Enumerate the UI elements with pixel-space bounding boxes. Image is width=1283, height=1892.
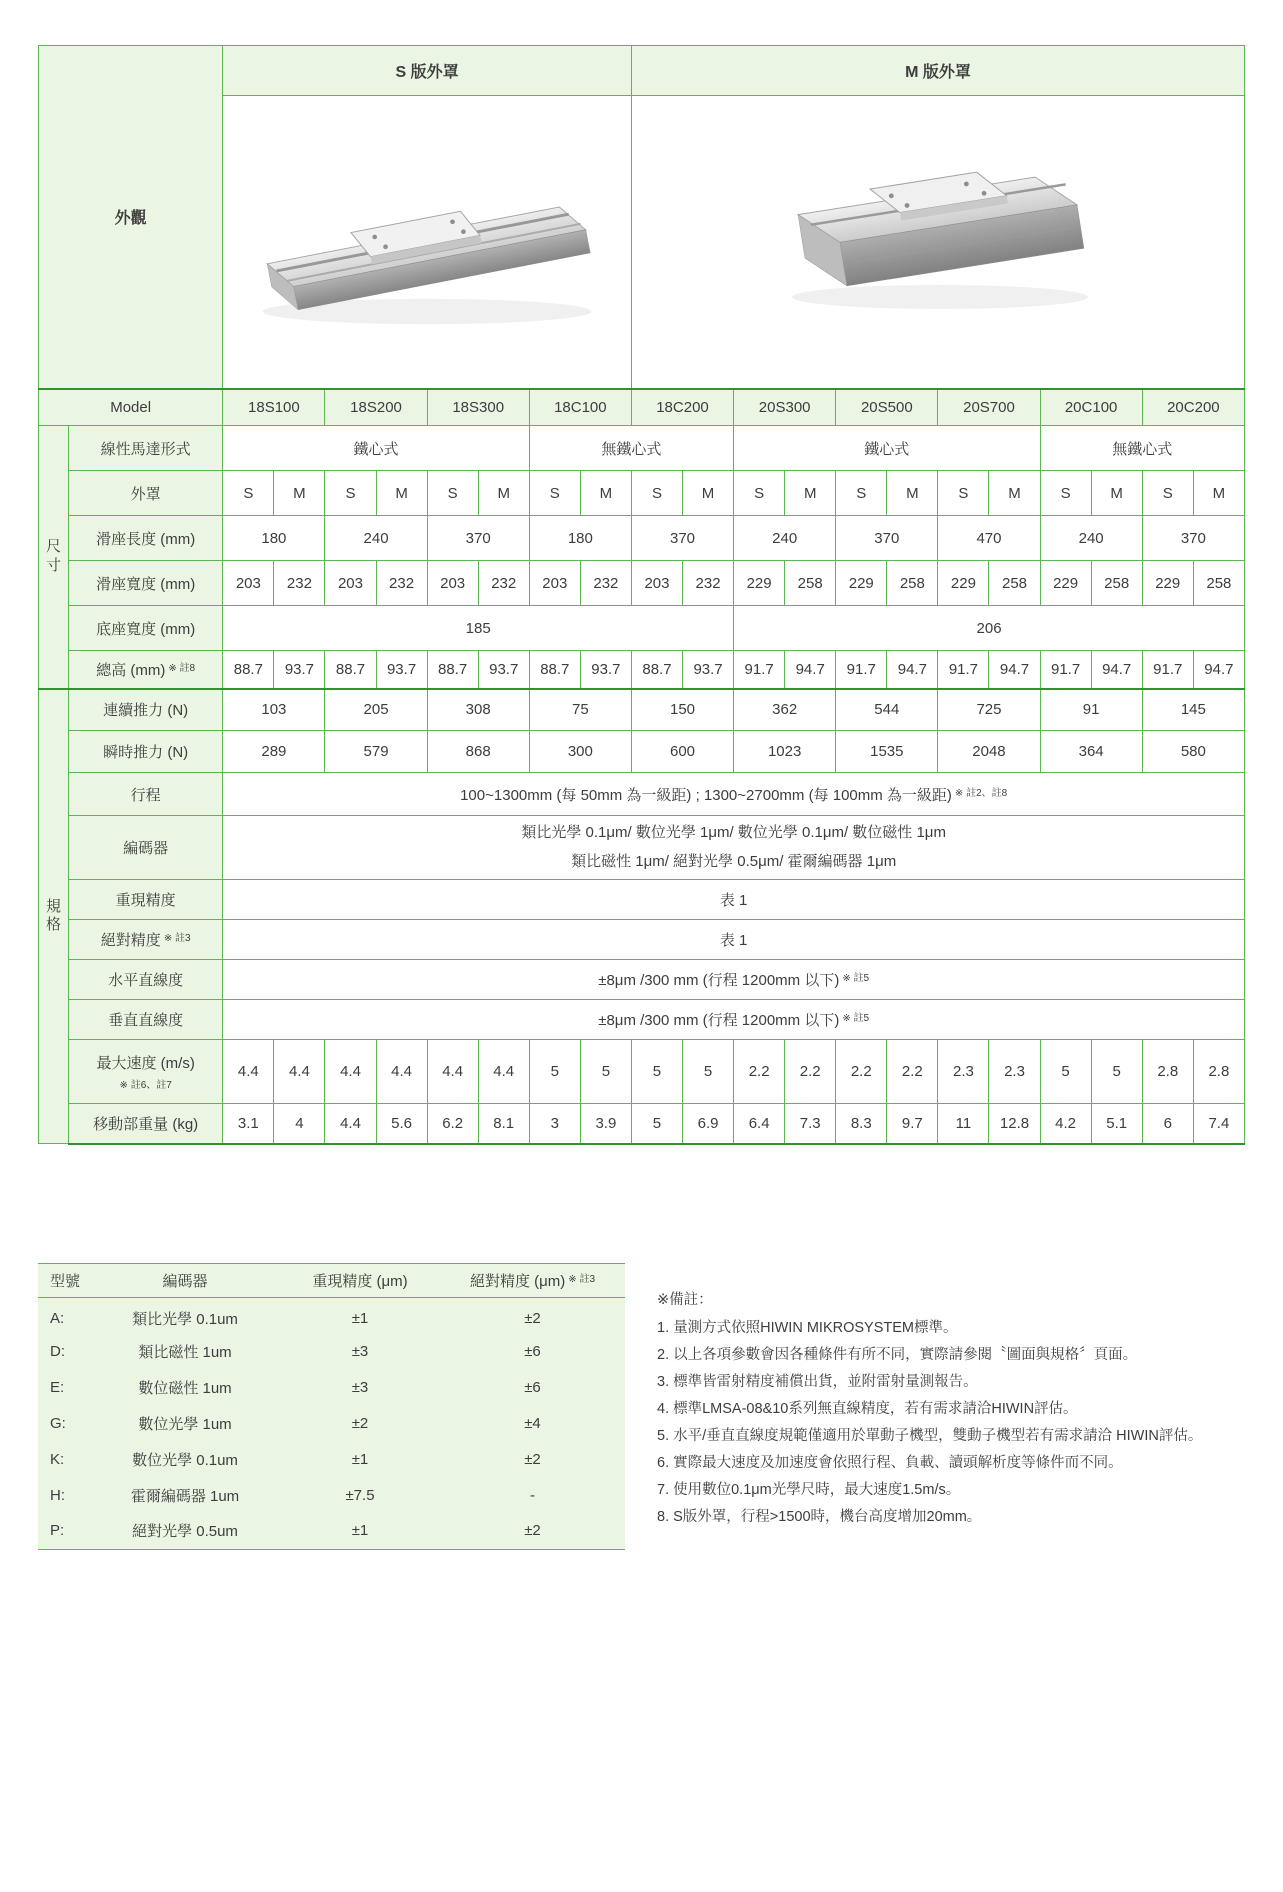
max-speed-value: 2.2 (785, 1040, 836, 1104)
motor-type-value: 無鐵心式 (1040, 426, 1244, 471)
slider-width-value: 232 (580, 561, 631, 606)
row-stroke (39, 773, 1245, 816)
slider-width-value: 203 (631, 561, 682, 606)
slider-width-value: 203 (223, 561, 274, 606)
moving-weight-label: 移動部重量 (kg) (69, 1104, 223, 1144)
base-width-value: 206 (734, 606, 1245, 651)
peak-force-value: 1023 (734, 731, 836, 773)
row-moving-weight (39, 1104, 1245, 1144)
notes-block (657, 1287, 1245, 1531)
slider-width-value: 258 (1091, 561, 1142, 606)
peak-force-value: 1535 (836, 731, 938, 773)
base-width-value: 185 (223, 606, 734, 651)
encoder-value: 類比光學 0.1μm/ 數位光學 1μm/ 數位光學 0.1μm/ 數位磁性 1μm 類比磁性 1μm/ 絕對光學 0.5μm/ 霍爾編碼器 1μm (223, 816, 1245, 880)
slider-width-value: 229 (1142, 561, 1193, 606)
cover-header-row (39, 46, 1245, 96)
note-item: 5. 水平/垂直直線度規範僅適用於單動子機型，雙動子機型若有需求請洽 HIWIN評估。 (657, 1427, 1203, 1444)
cover-value: M (1091, 471, 1142, 516)
moving-weight-value: 3 (529, 1104, 580, 1144)
cont-force-value: 725 (938, 689, 1040, 731)
encoder-table-header-row (38, 1263, 625, 1297)
moving-weight-value: 5.1 (1091, 1104, 1142, 1144)
row-v-straightness (39, 1000, 1245, 1040)
slider-length-value: 180 (529, 516, 631, 561)
cover-value: M (683, 471, 734, 516)
encoder-table-cell: ±7.5 (345, 1486, 375, 1504)
encoder-table-cell: 數位磁性 1um (138, 1379, 232, 1397)
max-speed-value: 2.8 (1193, 1040, 1244, 1104)
motor-type-value: 鐵心式 (734, 426, 1040, 471)
model-cell-18C200: 18C200 (631, 389, 733, 426)
max-speed-value: 2.2 (734, 1040, 785, 1104)
encoder-table-cell: ±3 (351, 1378, 369, 1396)
peak-force-value: 600 (631, 731, 733, 773)
max-speed-value: 5 (1040, 1040, 1091, 1104)
max-speed-value: 5 (580, 1040, 631, 1104)
max-speed-value: 4.4 (376, 1040, 427, 1104)
cover-value: S (1040, 471, 1091, 516)
row-slider-width (39, 561, 1245, 606)
max-speed-value: 2.3 (938, 1040, 989, 1104)
encoder-table-cell: E: (50, 1378, 65, 1396)
note-item: 1. 量測方式依照HIWIN MIKROSYSTEM標準。 (657, 1319, 958, 1336)
note-item: 7. 使用數位0.1μm光學尺時，最大速度1.5m/s。 (657, 1481, 961, 1498)
model-label-cell: Model (39, 389, 223, 426)
row-absolute-accuracy (39, 920, 1245, 960)
notes-list (657, 1315, 1245, 1531)
encoder-table-cell: P: (38, 1513, 90, 1549)
moving-weight-value: 6.9 (683, 1104, 734, 1144)
note-item: 6. 實際最大速度及加速度會依照行程、負載、讀頭解析度等條件而不同。 (657, 1454, 1123, 1471)
slider-length-value: 180 (223, 516, 325, 561)
cover-label: 外罩 (69, 471, 223, 516)
absolute-accuracy-value: 表 1 (223, 920, 1245, 960)
total-height-value: 88.7 (529, 651, 580, 689)
moving-weight-value: 3.9 (580, 1104, 631, 1144)
note-item: 3. 標準皆雷射精度補償出貨，並附雷射量測報告。 (657, 1373, 978, 1390)
cover-value: M (580, 471, 631, 516)
base-width-label: 底座寬度 (mm) (69, 606, 223, 651)
slider-length-value: 370 (1142, 516, 1244, 561)
note-item: 2. 以上各項參數會因各種條件有所不同，實際請參閱〝圖面與規格〞頁面。 (657, 1346, 1138, 1363)
cover-value: M (785, 471, 836, 516)
row-slider-length (39, 516, 1245, 561)
total-height-value: 91.7 (938, 651, 989, 689)
encoder-table-cell: ±2 (524, 1309, 541, 1327)
row-encoder (39, 816, 1245, 880)
model-cell-18S200: 18S200 (325, 389, 427, 426)
row-peak-force (39, 731, 1245, 773)
model-cell-20C200: 20C200 (1142, 389, 1244, 426)
cover-value: M (1193, 471, 1244, 516)
cover-value: S (529, 471, 580, 516)
encoder-table-header: 型號 (38, 1263, 90, 1297)
motor-type-value: 鐵心式 (223, 426, 529, 471)
encoder-table-cell: 數位光學 0.1um (132, 1451, 238, 1469)
slider-width-label: 滑座寬度 (mm) (69, 561, 223, 606)
slider-width-value: 203 (427, 561, 478, 606)
cont-force-value: 308 (427, 689, 529, 731)
encoder-table-row (38, 1477, 625, 1513)
total-height-value: 88.7 (427, 651, 478, 689)
total-height-value: 94.7 (1193, 651, 1244, 689)
encoder-table-cell: K: (50, 1450, 65, 1468)
slider-width-value: 258 (989, 561, 1040, 606)
slider-width-value: 232 (274, 561, 325, 606)
moving-weight-value: 7.3 (785, 1104, 836, 1144)
total-height-value: 91.7 (734, 651, 785, 689)
encoder-table-cell: ±2 (524, 1450, 541, 1468)
cont-force-value: 91 (1040, 689, 1142, 731)
moving-weight-value: 7.4 (1193, 1104, 1244, 1144)
row-repeatability (39, 880, 1245, 920)
encoder-table-cell: 數位光學 1um (138, 1415, 232, 1433)
stroke-value: 100~1300mm (每 50mm 為一級距) ; 1300~2700mm (每 100mm 為一級距) $^{※ 註2、註8}$ (223, 773, 1245, 816)
cover-value: S (1142, 471, 1193, 516)
slider-width-value: 203 (325, 561, 376, 606)
total-height-value: 94.7 (887, 651, 938, 689)
total-height-value: 94.7 (785, 651, 836, 689)
total-height-value: 91.7 (1142, 651, 1193, 689)
peak-force-value: 579 (325, 731, 427, 773)
encoder-table-cell: ±2 (351, 1414, 369, 1432)
cover-value: M (989, 471, 1040, 516)
slider-length-label: 滑座長度 (mm) (69, 516, 223, 561)
max-speed-value: 4.4 (223, 1040, 274, 1104)
encoder-table-cell: A: (50, 1309, 65, 1327)
cover-value: S (734, 471, 785, 516)
slider-length-value: 240 (1040, 516, 1142, 561)
moving-weight-value: 4.2 (1040, 1104, 1091, 1144)
v-straightness-value: ±8μm /300 mm (行程 1200mm 以下) $^{※ 註5}$ (223, 1000, 1245, 1040)
row-base-width (39, 606, 1245, 651)
encoder-table-cell: G: (50, 1414, 66, 1432)
slider-width-value: 203 (529, 561, 580, 606)
moving-weight-value: 4.4 (325, 1104, 376, 1144)
encoder-table-cell: ±3 (351, 1342, 369, 1360)
cont-force-value: 145 (1142, 689, 1244, 731)
m-cover-stage-image (728, 115, 1148, 365)
slider-length-value: 240 (325, 516, 427, 561)
main-spec-table (38, 45, 1245, 1145)
repeatability-label: 重現精度 (69, 880, 223, 920)
note-item: 4. 標準LMSA-08&10系列無直線精度，若有需求請洽HIWIN評估。 (657, 1400, 1078, 1417)
peak-force-value: 364 (1040, 731, 1142, 773)
moving-weight-value: 8.1 (478, 1104, 529, 1144)
peak-force-value: 300 (529, 731, 631, 773)
appearance-photo-s (223, 96, 632, 389)
peak-force-value: 2048 (938, 731, 1040, 773)
model-cell-20S700: 20S700 (938, 389, 1040, 426)
row-cont-force (39, 689, 1245, 731)
repeatability-value: 表 1 (223, 880, 1245, 920)
moving-weight-value: 12.8 (989, 1104, 1040, 1144)
cover-value: M (274, 471, 325, 516)
moving-weight-value: 11 (938, 1104, 989, 1144)
encoder-table-cell: D: (50, 1342, 65, 1360)
total-height-value: 93.7 (478, 651, 529, 689)
peak-force-value: 289 (223, 731, 325, 773)
cont-force-value: 362 (734, 689, 836, 731)
model-cell-20C100: 20C100 (1040, 389, 1142, 426)
slider-width-value: 229 (938, 561, 989, 606)
model-cell-18C100: 18C100 (529, 389, 631, 426)
encoder-label: 編碼器 (69, 816, 223, 880)
moving-weight-value: 5.6 (376, 1104, 427, 1144)
total-height-value: 88.7 (631, 651, 682, 689)
slider-length-value: 370 (631, 516, 733, 561)
row-total-height (39, 651, 1245, 689)
slider-length-value: 370 (836, 516, 938, 561)
notes-title: ※備註： (657, 1291, 713, 1308)
moving-weight-value: 8.3 (836, 1104, 887, 1144)
total-height-value: 91.7 (1040, 651, 1091, 689)
slider-width-value: 232 (376, 561, 427, 606)
slider-width-value: 229 (836, 561, 887, 606)
model-cell-20S500: 20S500 (836, 389, 938, 426)
cover-value: S (836, 471, 887, 516)
row-h-straightness (39, 960, 1245, 1000)
moving-weight-value: 4 (274, 1104, 325, 1144)
row-motor-type (39, 426, 1245, 471)
cover-value: M (478, 471, 529, 516)
cont-force-label: 連續推力 (N) (69, 689, 223, 731)
appearance-label: 外觀 (114, 210, 147, 228)
cover-value: S (325, 471, 376, 516)
slider-width-value: 232 (683, 561, 734, 606)
moving-weight-value: 6.2 (427, 1104, 478, 1144)
encoder-table-cell: ±2 (440, 1513, 625, 1549)
encoder-table-cell: ±4 (524, 1414, 541, 1432)
encoder-table-cell: ±6 (524, 1378, 541, 1396)
slider-length-value: 370 (427, 516, 529, 561)
encoder-table-row (38, 1369, 625, 1405)
cover-value: S (631, 471, 682, 516)
total-height-value: 93.7 (683, 651, 734, 689)
max-speed-value: 2.2 (836, 1040, 887, 1104)
motor-type-value: 無鐵心式 (529, 426, 733, 471)
total-height-label: 總高 (mm) $^{※ 註8}$ (69, 651, 223, 689)
motor-type-label: 線性馬達形式 (69, 426, 223, 471)
h-straightness-value: ±8μm /300 mm (行程 1200mm 以下) $^{※ 註5}$ (223, 960, 1245, 1000)
encoder-table-cell: 霍爾編碼器 1um (130, 1487, 240, 1505)
encoder-table-header: 絕對精度 (μm) $^{※ 註3}$ (440, 1263, 625, 1297)
moving-weight-value: 9.7 (887, 1104, 938, 1144)
total-height-value: 93.7 (580, 651, 631, 689)
cover-value: S (938, 471, 989, 516)
total-height-value: 94.7 (1091, 651, 1142, 689)
moving-weight-value: 5 (631, 1104, 682, 1144)
absolute-accuracy-label: 絕對精度 $^{※ 註3}$ (69, 920, 223, 960)
cover-value: S (223, 471, 274, 516)
slider-width-value: 232 (478, 561, 529, 606)
section-label-dimensions: 尺 寸 (39, 426, 69, 689)
stroke-label: 行程 (69, 773, 223, 816)
max-speed-value: 2.8 (1142, 1040, 1193, 1104)
note-item: 8. S版外罩，行程>1500時，機台高度增加20mm。 (657, 1508, 982, 1525)
slider-width-value: 229 (734, 561, 785, 606)
v-straightness-label: 垂直直線度 (69, 1000, 223, 1040)
max-speed-value: 5 (683, 1040, 734, 1104)
model-cell-20S300: 20S300 (734, 389, 836, 426)
encoder-table-cell: ±1 (280, 1513, 440, 1549)
cont-force-value: 544 (836, 689, 938, 731)
max-speed-value: 2.2 (887, 1040, 938, 1104)
peak-force-value: 580 (1142, 731, 1244, 773)
total-height-value: 88.7 (223, 651, 274, 689)
cover-value: S (427, 471, 478, 516)
cover-value: M (887, 471, 938, 516)
cont-force-value: 150 (631, 689, 733, 731)
encoder-table-header: 編碼器 (90, 1263, 280, 1297)
encoder-table-header: 重現精度 (μm) (280, 1263, 440, 1297)
encoder-accuracy-table (38, 1263, 625, 1550)
total-height-value: 93.7 (376, 651, 427, 689)
appearance-photo-m (631, 96, 1244, 389)
s-cover-stage-image (241, 115, 613, 365)
max-speed-label: 最大速度 (m/s) ※ 註6、註7 (69, 1040, 223, 1104)
encoder-table-cell: ±1 (351, 1450, 369, 1468)
encoder-table-cell: - (530, 1486, 535, 1504)
max-speed-value: 4.4 (274, 1040, 325, 1104)
encoder-table-cell: 絕對光學 0.5um (90, 1513, 280, 1549)
moving-weight-value: 3.1 (223, 1104, 274, 1144)
section-label-specs: 規 格 (39, 689, 69, 1144)
max-speed-value: 4.4 (478, 1040, 529, 1104)
max-speed-value: 5 (1091, 1040, 1142, 1104)
appearance-label-cell (39, 46, 223, 389)
encoder-table-row (38, 1297, 625, 1333)
encoder-table-row (38, 1441, 625, 1477)
model-cell-18S100: 18S100 (223, 389, 325, 426)
slider-width-value: 258 (887, 561, 938, 606)
peak-force-value: 868 (427, 731, 529, 773)
max-speed-value: 4.4 (427, 1040, 478, 1104)
model-cell-18S300: 18S300 (427, 389, 529, 426)
total-height-value: 91.7 (836, 651, 887, 689)
max-speed-value: 5 (631, 1040, 682, 1104)
encoder-table-cell: ±1 (351, 1309, 369, 1327)
max-speed-value: 4.4 (325, 1040, 376, 1104)
encoder-table-cell: ±6 (524, 1342, 541, 1360)
total-height-value: 88.7 (325, 651, 376, 689)
cover-header-s: S 版外罩 (223, 46, 632, 96)
encoder-table-cell: H: (50, 1486, 65, 1504)
max-speed-value: 5 (529, 1040, 580, 1104)
peak-force-label: 瞬時推力 (N) (69, 731, 223, 773)
slider-width-value: 229 (1040, 561, 1091, 606)
cover-header-m: M 版外罩 (631, 46, 1244, 96)
cont-force-value: 103 (223, 689, 325, 731)
encoder-table-cell: 類比磁性 1um (138, 1343, 232, 1361)
cont-force-value: 205 (325, 689, 427, 731)
slider-length-value: 470 (938, 516, 1040, 561)
encoder-table-row (38, 1405, 625, 1441)
max-speed-value: 2.3 (989, 1040, 1040, 1104)
h-straightness-label: 水平直線度 (69, 960, 223, 1000)
cover-value: M (376, 471, 427, 516)
row-cover (39, 471, 1245, 516)
moving-weight-value: 6.4 (734, 1104, 785, 1144)
encoder-table-row (38, 1513, 625, 1549)
slider-width-value: 258 (785, 561, 836, 606)
moving-weight-value: 6 (1142, 1104, 1193, 1144)
total-height-value: 94.7 (989, 651, 1040, 689)
encoder-table-cell: 類比光學 0.1um (132, 1310, 238, 1328)
total-height-value: 93.7 (274, 651, 325, 689)
slider-length-value: 240 (734, 516, 836, 561)
slider-width-value: 258 (1193, 561, 1244, 606)
model-row (39, 389, 1245, 426)
bottom-section (38, 1263, 1245, 1550)
row-max-speed (39, 1040, 1245, 1104)
cont-force-value: 75 (529, 689, 631, 731)
encoder-table-row (38, 1333, 625, 1369)
